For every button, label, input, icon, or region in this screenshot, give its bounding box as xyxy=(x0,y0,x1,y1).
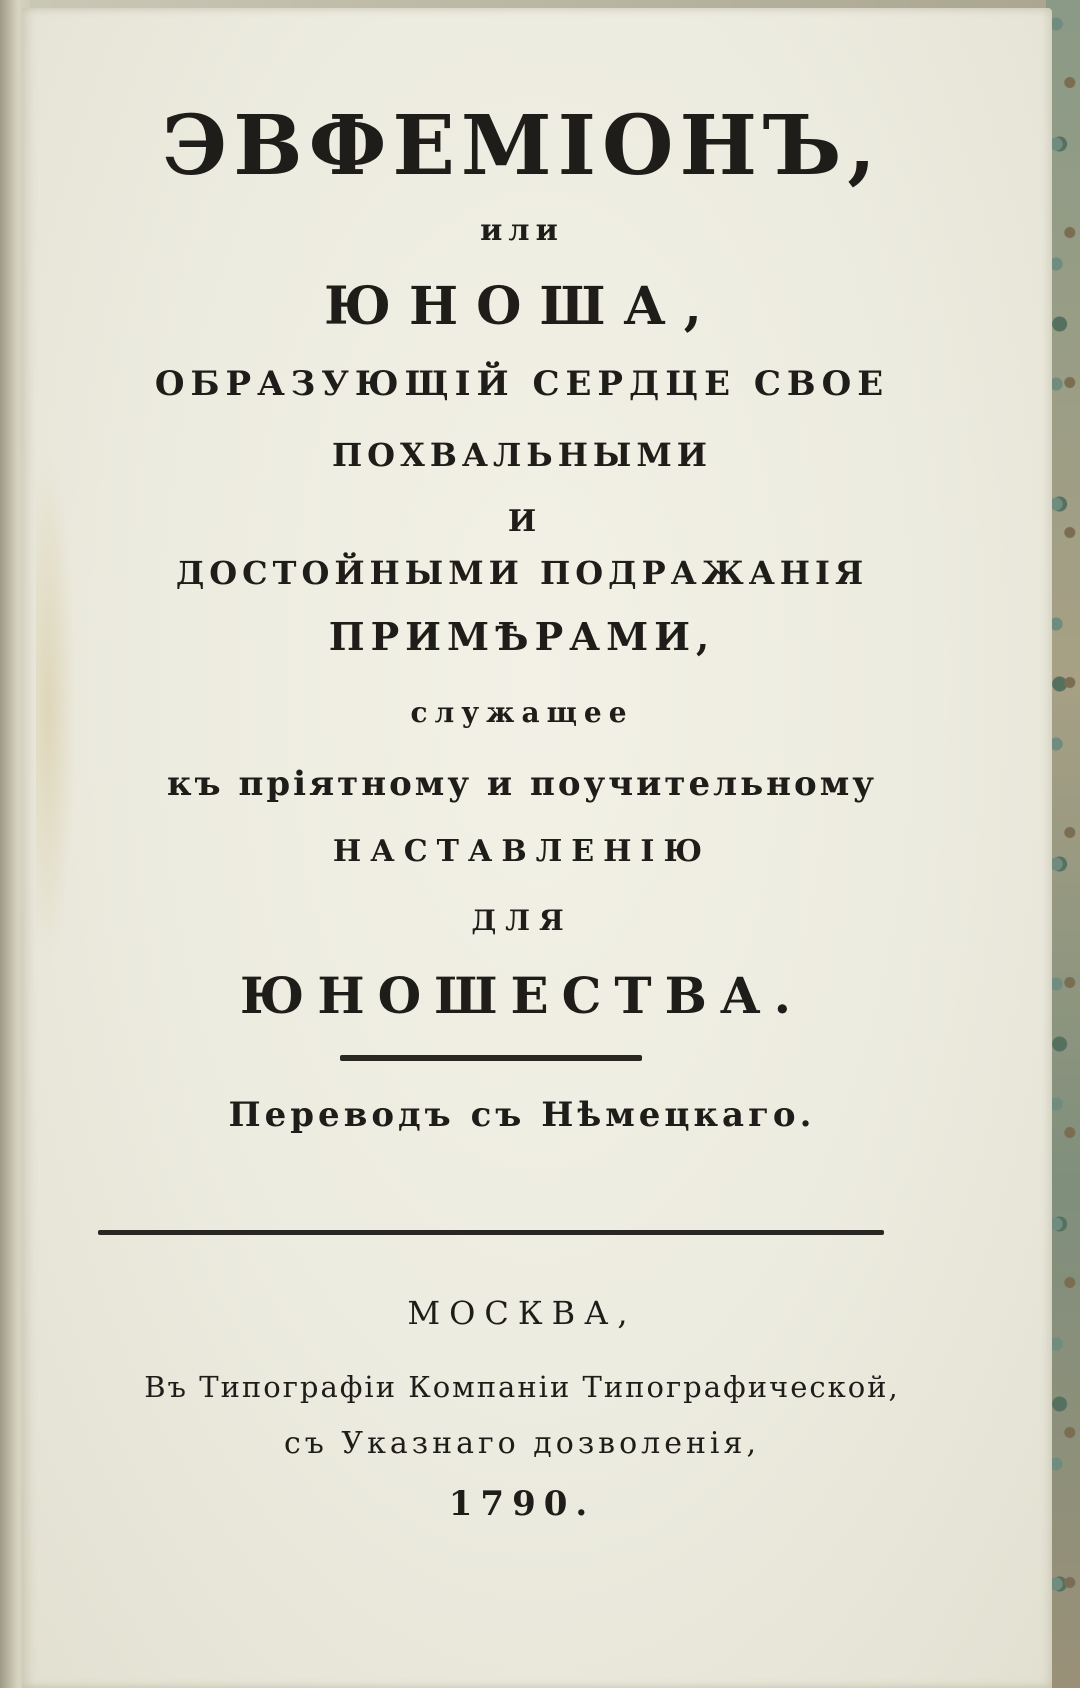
short-divider-rule xyxy=(340,1055,642,1061)
title-page-text xyxy=(22,8,1052,1688)
long-divider-rule xyxy=(98,1230,884,1235)
subtitle-line-9: ДЛЯ xyxy=(471,904,573,937)
subtitle-line-2: ПОХВАЛЬНЫМИ xyxy=(331,436,713,474)
subtitle-line-5: ПРИМѢРАМИ, xyxy=(328,614,716,659)
translation-note: Переводъ съ Нѣмецкаго. xyxy=(228,1095,816,1135)
title-page xyxy=(22,8,1052,1688)
subtitle-line-7: къ пріятному и поучительному xyxy=(166,764,878,804)
subtitle-line-1: ОБРАЗУЮЩІЙ СЕРДЦЕ СВОЕ xyxy=(154,364,890,404)
title-connector-or: или xyxy=(480,213,564,248)
imprint-permission: съ Указнаго дозволенія, xyxy=(283,1426,760,1461)
subtitle-line-3: И xyxy=(507,504,537,539)
imprint-year: 1790. xyxy=(448,1484,596,1524)
imprint-press: Въ Типографіи Компаніи Типографической, xyxy=(144,1370,900,1404)
subtitle-line-4: ДОСТОЙНЫМИ ПОДРАЖАНІЯ xyxy=(175,554,869,592)
imprint-city: МОСКВА, xyxy=(407,1294,637,1332)
subtitle-main: ЮНОША, xyxy=(324,276,720,337)
subtitle-line-8: НАСТАВЛЕНІЮ xyxy=(332,834,712,869)
book-title: ЭВФЕМІОНЪ, xyxy=(162,98,882,194)
subtitle-line-10: ЮНОШЕСТВА. xyxy=(239,966,805,1025)
subtitle-line-6: служащее xyxy=(410,696,634,729)
